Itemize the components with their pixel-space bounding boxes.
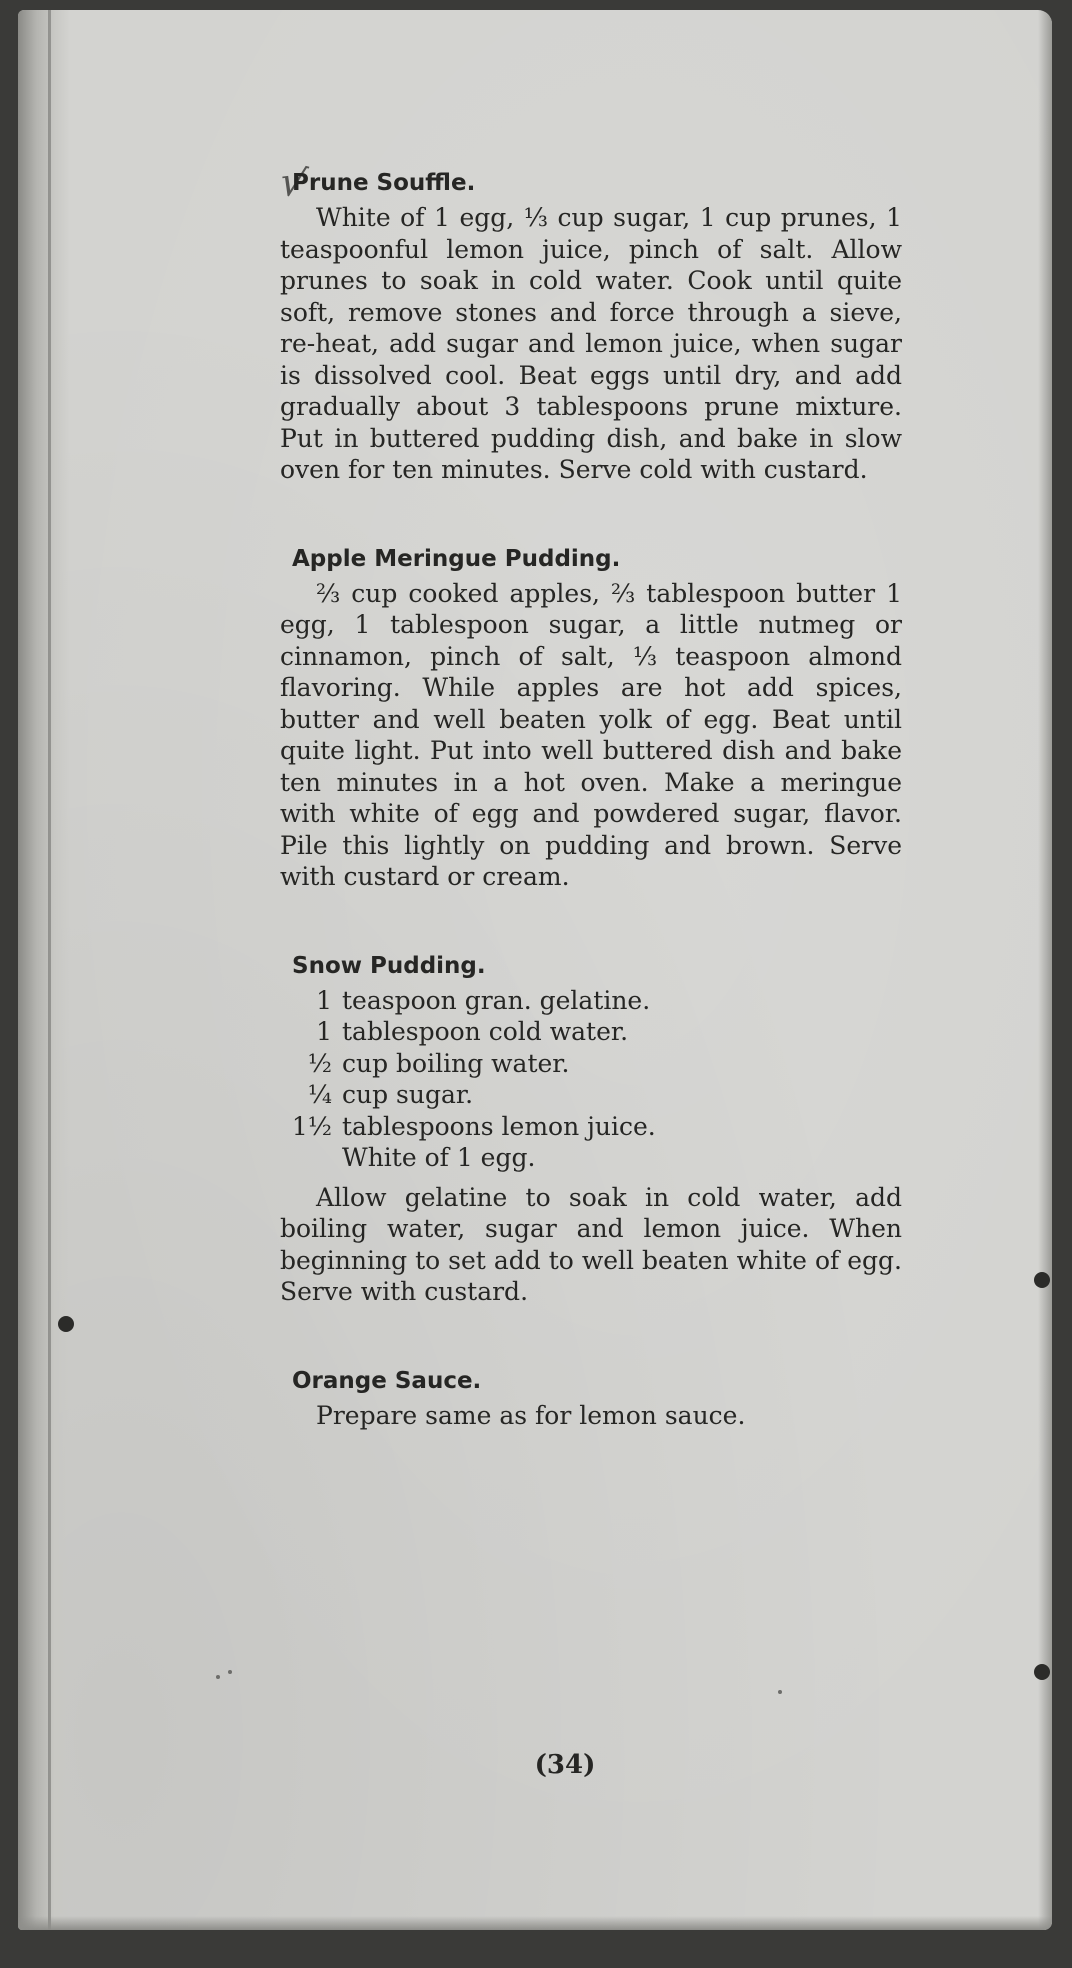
handwritten-check-mark: √: [275, 157, 311, 209]
ink-speck: [228, 1670, 232, 1674]
recipe-prune-souffle: [280, 170, 902, 486]
ingredient-line: [280, 985, 902, 1017]
recipe-title: Prune Souffle.: [292, 170, 476, 196]
binding-hole: [1034, 1664, 1050, 1680]
recipe-orange-sauce: [280, 1368, 902, 1432]
ingredient-item: teaspoon gran. gelatine.: [342, 985, 651, 1015]
recipe-title: Orange Sauce.: [292, 1367, 482, 1394]
ingredient-quantity: 1: [316, 1017, 332, 1046]
recipe-body: White of 1 egg, ⅓ cup sugar, 1 cup prunes, 1 teaspoonful lemon juice, pinch of salt. Allow prunes to soak in cold water. Cook until quite soft, remove stones and force through a sieve, re-heat, add sugar and lemon juice, when sugar is dissolved cool. Beat eggs until dry, and add gradually about 3 tablespoons prune mixture. Put in buttered pudding dish, and bake in slow oven for ten minutes. Serve cold with custard.: [280, 203, 902, 484]
ingredient-item: tablespoons lemon juice.: [342, 1111, 656, 1141]
recipe-snow-pudding: [280, 953, 902, 1308]
ink-speck: [216, 1675, 220, 1679]
binding-hole: [1034, 1272, 1050, 1288]
ingredient-line: [280, 1079, 902, 1111]
ingredient-quantity: 1½: [291, 1111, 332, 1141]
page-right-edge: [1038, 10, 1052, 1930]
recipe-apple-meringue-pudding: [280, 546, 902, 893]
ingredient-list: [280, 985, 902, 1174]
recipe-body: Allow gelatine to soak in cold water, add boiling water, sugar and lemon juice. When beginning to set add to well beaten white of egg. Serve with custard.: [280, 1182, 902, 1306]
page-bottom-edge: [18, 1916, 1052, 1930]
ink-speck: [778, 1690, 782, 1694]
ingredient-item: cup boiling water.: [342, 1048, 570, 1078]
recipe-title: Apple Meringue Pudding.: [292, 545, 621, 572]
ingredient-quantity: ½: [307, 1048, 332, 1078]
ingredient-item: White of 1 egg.: [342, 1143, 536, 1172]
ingredient-quantity: ¼: [307, 1080, 332, 1109]
ingredient-line: [280, 1048, 902, 1080]
ingredient-line: [280, 1016, 902, 1048]
ingredient-quantity: [280, 1142, 342, 1174]
recipe-body: Prepare same as for lemon sauce.: [316, 1400, 746, 1430]
book-page: [18, 10, 1052, 1930]
book-spine-shadow: [18, 10, 70, 1930]
recipe-column: [280, 170, 902, 1491]
binding-hole: [58, 1316, 74, 1332]
ingredient-item: tablespoon cold water.: [342, 1017, 629, 1046]
ingredient-line: [280, 1111, 902, 1143]
page-number: (34): [534, 1750, 596, 1780]
recipe-body: ⅔ cup cooked apples, ⅔ tablespoon butter 1 egg, 1 tablespoon sugar, a little nutmeg or cinnamon, pinch of salt, ⅓ teaspoon almond flavoring. While apples are hot add spices, butter and well beaten yolk of egg. Beat until quite light. Put into well buttered dish and bake ten minutes in a hot oven. Make a meringue with white of egg and powdered sugar, flavor. Pile this lightly on pudding and brown. Serve with custard or cream.: [280, 578, 902, 891]
ingredient-item: cup sugar.: [342, 1080, 474, 1109]
binding-line: [48, 10, 51, 1930]
recipe-title: Snow Pudding.: [292, 952, 486, 979]
ingredient-line: [280, 1142, 902, 1174]
ingredient-quantity: 1: [316, 985, 332, 1015]
